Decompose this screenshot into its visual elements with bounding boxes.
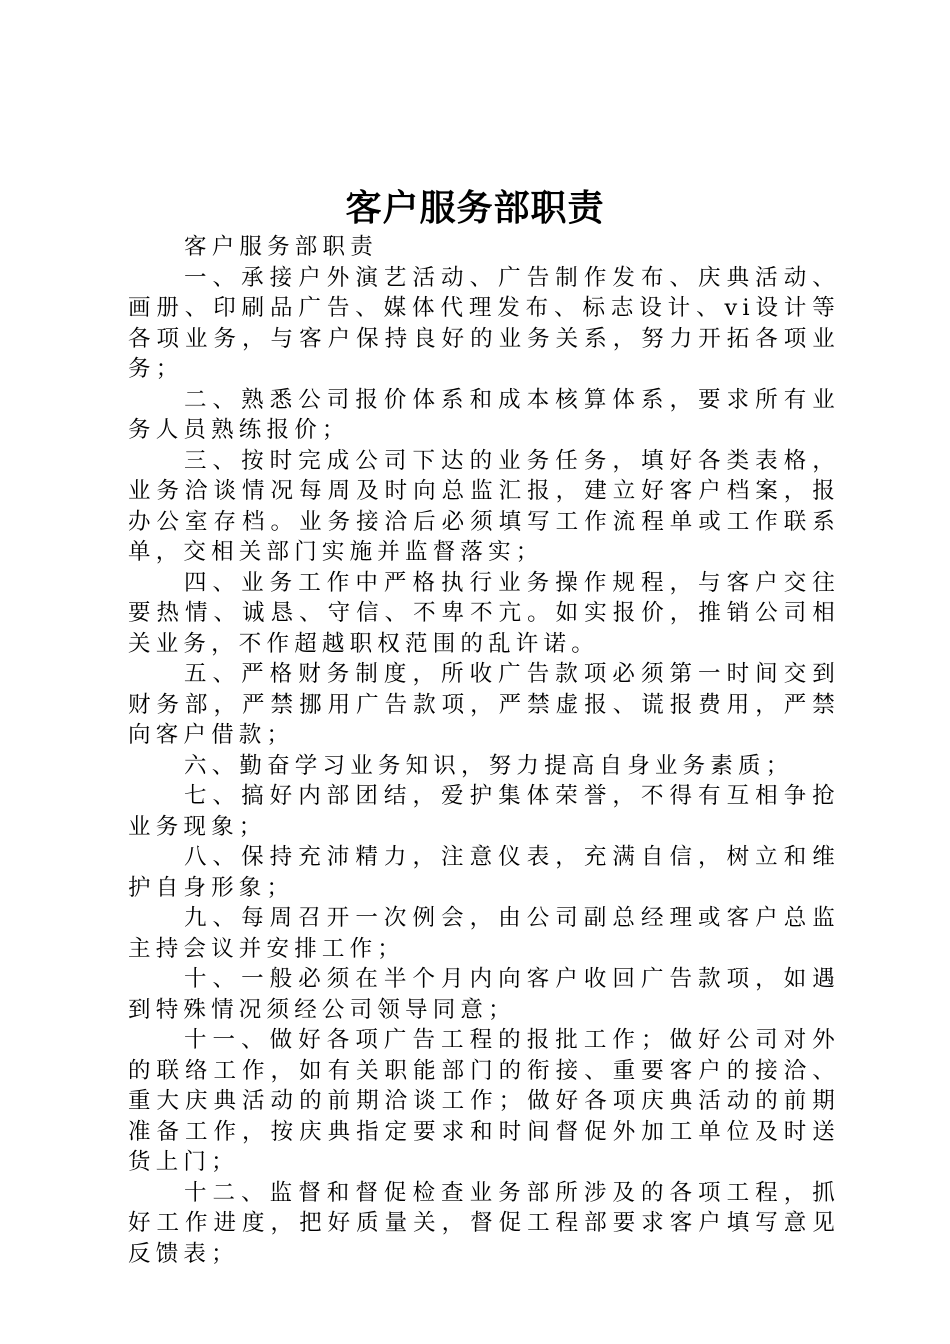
paragraph-item-9: 九、每周召开一次例会，由公司副总经理或客户总监主持会议并安排工作；: [128, 905, 840, 962]
paragraph-item-4: 四、业务工作中严格执行业务操作规程，与客户交往要热情、诚恳、守信、不卑不亢。如实报价，推销公司相关业务，不作超越职权范围的乱许诺。: [128, 569, 840, 657]
paragraph-item-1: 一、承接户外演艺活动、广告制作发布、庆典活动、画册、印刷品广告、媒体代理发布、标志设计、vi设计等各项业务，与客户保持良好的业务关系，努力开拓各项业务；: [128, 264, 840, 382]
paragraph-item-5: 五、严格财务制度，所收广告款项必须第一时间交到财务部，严禁挪用广告款项，严禁虚报、谎报费用，严禁向客户借款；: [128, 661, 840, 748]
paragraph-item-11: 十一、做好各项广告工程的报批工作；做好公司对外的联络工作，如有关职能部门的衔接、重要客户的接洽、重大庆典活动的前期洽谈工作；做好各项庆典活动的前期准备工作，按庆典指定要求和时间督促外加工单位及时送货上门；: [128, 1027, 840, 1175]
paragraph-item-6: 六、勤奋学习业务知识，努力提高自身业务素质；: [184, 752, 794, 779]
document-body: [128, 232, 840, 1269]
paragraph-heading: 客户服务部职责: [184, 234, 378, 260]
paragraph-item-2: 二、熟悉公司报价体系和成本核算体系，要求所有业务人员熟练报价；: [128, 386, 840, 443]
document-title: 客户服务部职责: [345, 187, 605, 229]
paragraph-item-10: 十、一般必须在半个月内向客户收回广告款项，如遇到特殊情况须经公司领导同意；: [128, 966, 840, 1023]
paragraph-item-7: 七、搞好内部团结，爱护集体荣誉，不得有互相争抢业务现象；: [128, 783, 840, 840]
paragraph-item-12: 十二、监督和督促检查业务部所涉及的各项工程，抓好工作进度，把好质量关，督促工程部要求客户填写意见反馈表；: [128, 1179, 840, 1267]
paragraph-item-8: 八、保持充沛精力，注意仪表，充满自信，树立和维护自身形象；: [128, 844, 840, 901]
paragraph-item-3: 三、按时完成公司下达的业务任务，填好各类表格，业务洽谈情况每周及时向总监汇报，建立好客户档案，报办公室存档。业务接洽后必须填写工作流程单或工作联系单，交相关部门实施并监督落实；: [128, 447, 840, 565]
